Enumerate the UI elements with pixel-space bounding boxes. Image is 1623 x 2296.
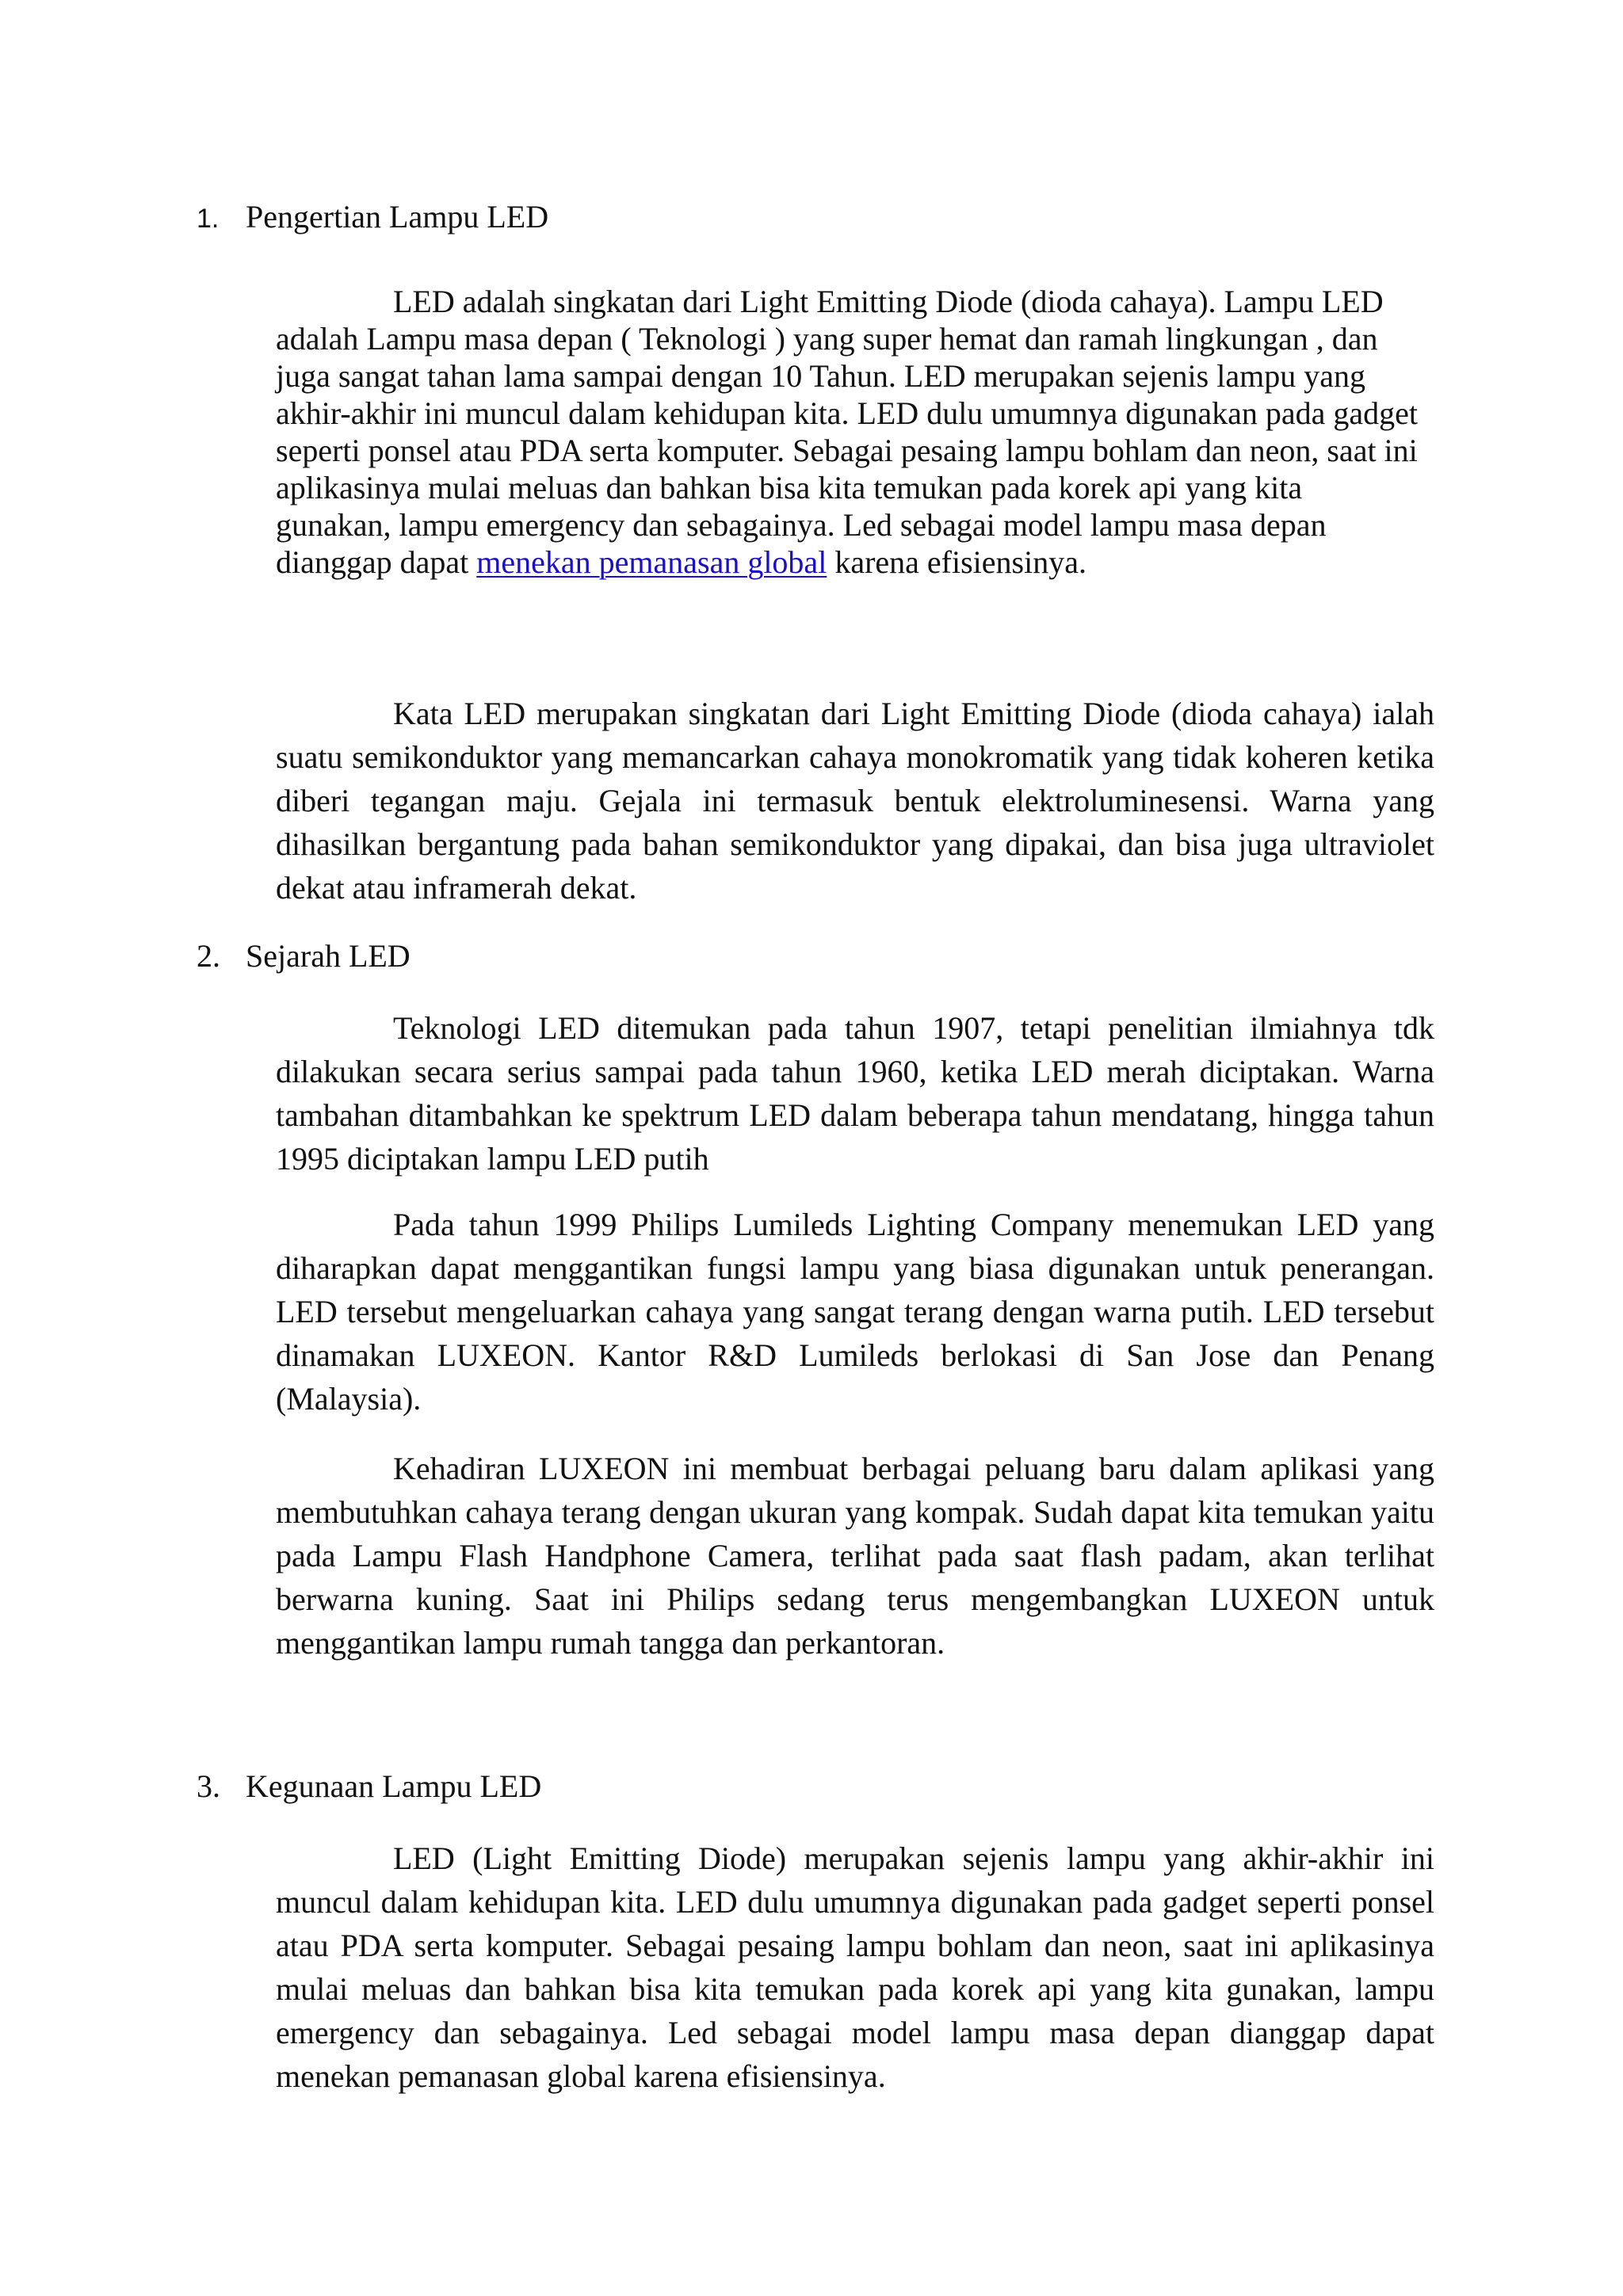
- paragraph-led-definition: [276, 283, 1425, 581]
- section-number: 2.: [197, 938, 220, 974]
- section-heading-kegunaan: [197, 1768, 541, 1806]
- link-menekan-pemanasan-global[interactable]: menekan pemanasan global: [476, 544, 827, 580]
- paragraph-kegunaan: LED (Light Emitting Diode) merupakan sejenis lampu yang akhir-akhir ini muncul dalam kehidupan kita. LED dulu umumnya digunakan pada gadget seperti ponsel atau PDA serta komputer. Sebagai pesaing lampu bohlam dan neon, saat ini aplikasinya mulai meluas dan bahkan bisa kita temukan pada korek api yang kita gunakan, lampu emergency dan sebagainya. Led sebagai model lampu masa depan dianggap dapat menekan pemanasan global karena efisiensinya.: [276, 1840, 1434, 2094]
- paragraph-text: karena efisiensinya.: [827, 544, 1086, 580]
- section-heading-pengertian: [197, 198, 548, 238]
- paragraph-sejarah-1907: Teknologi LED ditemukan pada tahun 1907, tetapi penelitian ilmiahnya tdk dilakukan secara serius sampai pada tahun 1960, ketika LED merah diciptakan. Warna tambahan ditambahkan ke spektrum LED dalam beberapa tahun mendatang, hingga tahun 1995 diciptakan lampu LED putih: [276, 1010, 1434, 1177]
- section-number: 3.: [197, 1768, 220, 1804]
- section-number: 1.: [197, 204, 220, 234]
- section-title: Sejarah LED: [246, 938, 411, 974]
- section-title: Pengertian Lampu LED: [246, 199, 549, 235]
- section-title: Kegunaan Lampu LED: [246, 1768, 542, 1804]
- paragraph-sejarah-luxeon: Kehadiran LUXEON ini membuat berbagai peluang baru dalam aplikasi yang membutuhkan cahaya terang dengan ukuran yang kompak. Sudah dapat kita temukan yaitu pada Lampu Flash Handphone Camera, terlihat pada saat flash padam, akan terlihat berwarna kuning. Saat ini Philips sedang terus mengembangkan LUXEON untuk menggantikan lampu rumah tangga dan perkantoran.: [276, 1451, 1434, 1661]
- paragraph-text: LED adalah singkatan dari Light Emitting Diode (dioda cahaya). Lampu LED adalah Lampu masa depan ( Teknologi ) yang super hemat dan ramah lingkungan , dan juga sangat tahan lama sampai dengan 10 Tahun. LED merupakan sejenis lampu yang akhir-akhir ini muncul dalam kehidupan kita. LED dulu umumnya digunakan pada gadget seperti ponsel atau PDA serta komputer. Sebagai pesaing lampu bohlam dan neon, saat ini aplikasinya mulai meluas dan bahkan bisa kita temukan pada korek api yang kita gunakan, lampu emergency dan sebagainya. Led sebagai model lampu masa depan dianggap dapat: [276, 284, 1419, 580]
- paragraph-kata-led: Kata LED merupakan singkatan dari Light Emitting Diode (dioda cahaya) ialah suatu semikonduktor yang memancarkan cahaya monokromatik yang tidak koheren ketika diberi tegangan maju. Gejala ini termasuk bentuk elektroluminesensi. Warna yang dihasilkan bergantung pada bahan semikonduktor yang dipakai, dan bisa juga ultraviolet dekat atau inframerah dekat.: [276, 696, 1434, 906]
- section-heading-sejarah: [197, 937, 411, 975]
- paragraph-sejarah-1999: Pada tahun 1999 Philips Lumileds Lighting Company menemukan LED yang diharapkan dapat menggantikan fungsi lampu yang biasa digunakan untuk penerangan. LED tersebut mengeluarkan cahaya yang sangat terang dengan warna putih. LED tersebut dinamakan LUXEON. Kantor R&D Lumileds berlokasi di San Jose dan Penang (Malaysia).: [276, 1207, 1434, 1417]
